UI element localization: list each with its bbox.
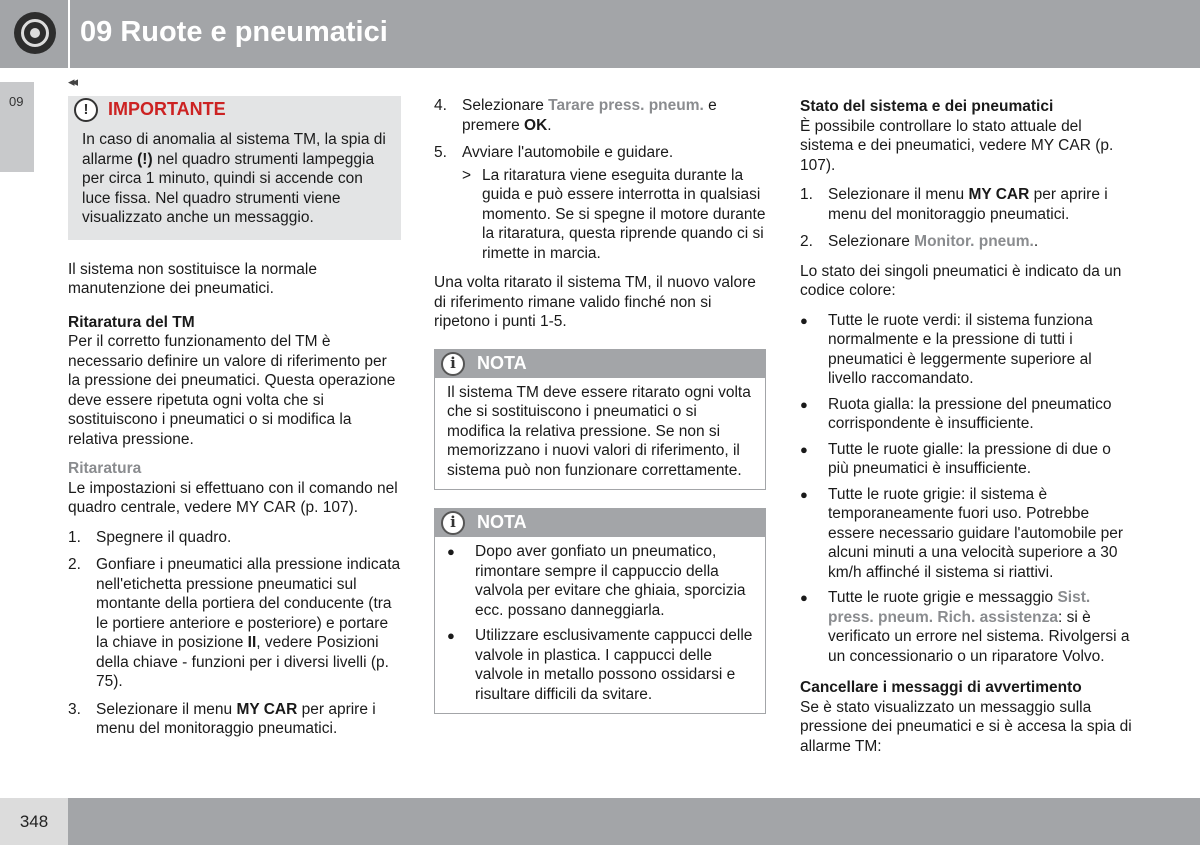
section-number: 09	[9, 94, 24, 109]
nota-box	[434, 349, 766, 491]
subsection-heading: Ritaratura	[68, 460, 142, 477]
steps-list-3	[800, 185, 1133, 252]
info-icon: i	[441, 511, 465, 535]
list-item	[447, 626, 753, 704]
bullet-marker: ●	[800, 486, 808, 502]
list-item	[800, 485, 1133, 583]
page-footer	[0, 798, 1200, 845]
status-paragraph: È possibile controllare lo stato attuale del sistema e dei pneumatici, vedere MY CAR (p. 107).	[800, 117, 1114, 174]
steps-list-1	[68, 528, 401, 739]
page-number: 348	[0, 798, 68, 845]
list-item	[68, 528, 401, 548]
list-item	[800, 311, 1133, 389]
list-item	[434, 143, 766, 263]
bullet-text: Tutte le ruote grigie e messaggio Sist. press. pneum. Rich. assistenza: si è verificato un errore nel sistema. Rivolgersi a un concessionario o un riparatore Volvo.	[828, 589, 1130, 665]
chapter-title: 09 Ruote e pneumatici	[80, 16, 388, 48]
bullet-marker: ●	[447, 628, 455, 643]
bullet-marker: ●	[800, 312, 808, 328]
column-1	[68, 96, 401, 749]
list-item	[68, 700, 401, 739]
sub-item	[462, 166, 766, 264]
cancel-paragraph: Se è stato visualizzato un messaggio sulla pressione dei pneumatici e si è accesa la spia di allarme TM:	[800, 698, 1132, 755]
bullet-text: Tutte le ruote grigie: il sistema è temporaneamente fuori uso. Potrebbe essere necessario guidare l'automobile per alcuni minuti a una velocità superiore a 30 km/h affinché il sistema si riattivi.	[828, 485, 1124, 581]
list-item	[447, 542, 753, 620]
important-box	[68, 96, 401, 240]
header-divider	[68, 0, 70, 68]
sub-marker: >	[462, 166, 472, 184]
nota-box	[434, 508, 766, 714]
step-number: 4.	[434, 97, 447, 114]
section-tab[interactable]	[0, 82, 34, 172]
step-text: Selezionare il menu MY CAR per aprire i menu del monitoraggio pneumatici.	[96, 700, 376, 737]
important-text-b: nel quadro strumenti lampeggia per circa 1 minuto, quindi si accende con luce fissa. Nel quadro strumenti viene visualizzato anche un messaggio.	[82, 150, 375, 226]
important-text-a: In caso di anomalia al sistema TM, la spia di allarme	[82, 131, 386, 168]
list-item	[800, 395, 1133, 434]
bullet-text: Utilizzare esclusivamente cappucci delle valvole in plastica. I cappucci delle valvole in metallo possono ossidarsi e risultare difficili da svitare.	[475, 627, 753, 703]
bullet-text: Tutte le ruote gialle: la pressione di due o più pneumatici è insufficiente.	[828, 440, 1111, 477]
tpms-warning-icon: (!)	[137, 150, 153, 168]
column-2	[434, 96, 766, 732]
step-number: 3.	[68, 700, 81, 718]
steps-list-2	[434, 96, 766, 263]
bullet-text: Tutte le ruote verdi: il sistema funziona normalmente e la pressione di tutti i pneumatici è leggermente superiore al livello raccomandato.	[828, 311, 1093, 387]
step-text: Gonfiare i pneumatici alla pressione indicata nell'etichetta pressione pneumatici sul montante della portiera del conducente (tra le portiere anteriore e posteriore) e portare la chiave in posizione II, vedere Posizioni della chiave - funzioni per i diversi livelli (p. 75).	[96, 556, 401, 690]
list-item	[800, 588, 1133, 666]
subsection-paragraph: Le impostazioni si effettuano con il comando nel quadro centrale, vedere MY CAR (p. 107).	[68, 479, 398, 516]
nota-bar	[435, 509, 765, 537]
important-bar	[68, 96, 401, 124]
nota-title: NOTA	[477, 352, 527, 373]
status-bullets	[800, 311, 1133, 667]
step-text: Spegnere il quadro.	[96, 528, 232, 546]
step-number: 1.	[800, 186, 813, 203]
sub-text: La ritaratura viene eseguita durante la guida e può essere interrotta in qualsiasi momento. Se si spegne il motore durante la ritaratura, questa riprende quando ci si rimette in marcia.	[482, 166, 766, 262]
list-item	[434, 96, 766, 135]
important-title: IMPORTANTE	[108, 99, 226, 120]
status-heading: Stato del sistema e dei pneumatici	[800, 98, 1054, 115]
step-text: Selezionare Monitor. pneum..	[828, 233, 1039, 250]
important-body	[68, 124, 401, 240]
list-item	[800, 185, 1133, 224]
chapter-header	[0, 0, 1200, 68]
bullet-marker: ●	[800, 441, 808, 457]
step-number: 2.	[800, 233, 813, 250]
color-intro: Lo stato dei singoli pneumatici è indicato da un codice colore:	[800, 262, 1122, 299]
back-arrows-icon[interactable]: ◂◂	[68, 74, 76, 89]
bullet-marker: ●	[447, 544, 455, 559]
step-number: 2.	[68, 556, 81, 573]
list-item	[800, 232, 1133, 252]
intro-paragraph: Il sistema non sostituisce la normale manutenzione dei pneumatici.	[68, 260, 317, 297]
step-text: Avviare l'automobile e guidare.	[462, 144, 674, 161]
tyre-icon	[14, 12, 56, 54]
nota-title: NOTA	[477, 512, 527, 533]
nota-body: Il sistema TM deve essere ritarato ogni volta che si sostituiscono i pneumatici o si modifica la relativa pressione. Se non si memorizzano i nuovi valori di riferimento, il sistema può non funzionare correttamente.	[447, 383, 751, 479]
step-text: Selezionare il menu MY CAR per aprire i menu del monitoraggio pneumatici.	[828, 186, 1108, 223]
nota-body	[435, 537, 765, 713]
step-text: Selezionare Tarare press. pneum. e premere OK.	[462, 97, 717, 134]
bullet-text: Dopo aver gonfiato un pneumatico, rimontare sempre il cappuccio della valvola per evitare che ghiaia, sporcizia ecc. possano danneggiarla.	[475, 543, 746, 619]
cancel-heading: Cancellare i messaggi di avvertimento	[800, 679, 1082, 696]
bullet-marker: ●	[800, 396, 808, 412]
list-item	[68, 555, 401, 692]
step-number: 5.	[434, 144, 447, 161]
list-item	[800, 440, 1133, 479]
bullet-text: Ruota gialla: la pressione del pneumatico corrispondente è insufficiente.	[828, 395, 1112, 432]
info-icon: i	[441, 352, 465, 376]
after-paragraph: Una volta ritarato il sistema TM, il nuovo valore di riferimento rimane valido finché non si ripetono i punti 1-5.	[434, 274, 756, 330]
step-number: 1.	[68, 528, 81, 546]
nota-bar	[435, 350, 765, 378]
exclamation-icon: !	[74, 98, 98, 122]
recal-heading: Ritaratura del TM	[68, 313, 195, 331]
column-3	[800, 97, 1133, 766]
recal-paragraph: Per il corretto funzionamento del TM è necessario definire un valore di riferimento per la pressione dei pneumatici. Questa operazione deve essere ripetuta ogni volta che si sostituiscono i pneumatici o si modifica la relativa pressione.	[68, 333, 396, 448]
bullet-marker: ●	[800, 590, 808, 605]
